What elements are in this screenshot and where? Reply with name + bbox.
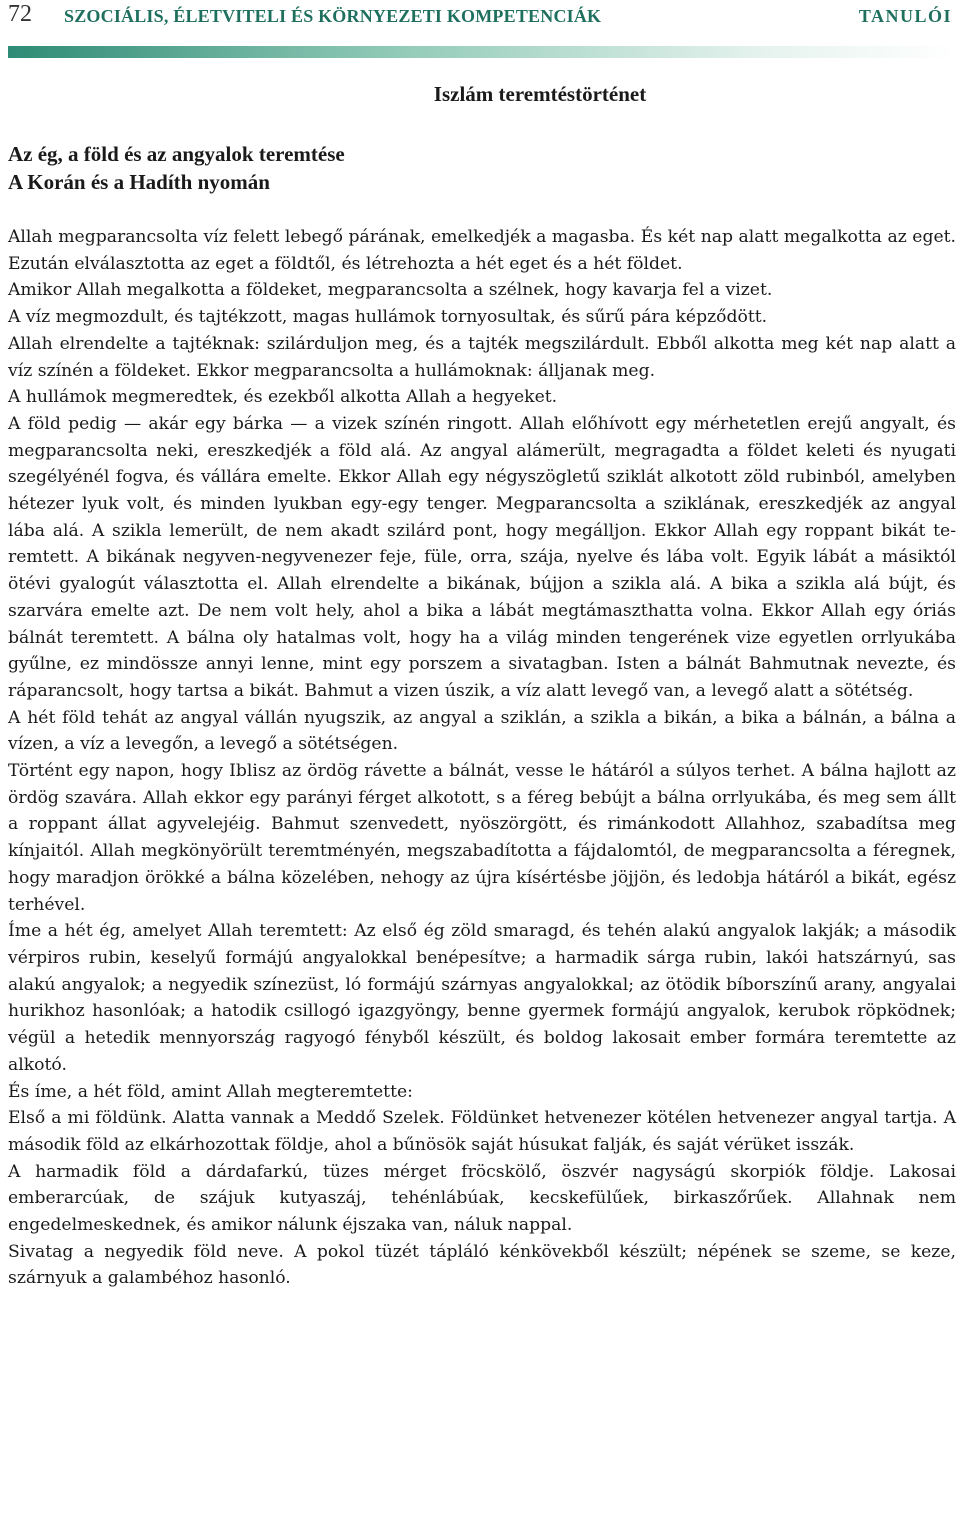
paragraph: Íme a hét ég, amelyet Allah teremtett: Az első ég zöld smaragd, és tehén alakú angyalok lakják; a második vérpiros rubin, keselyű formájú angyalokkal benépesítve; a harmadik sárga rubin, lakói hatszárnyú, sas alakú angyalok; a negyedik színezüst, ló formájú szárnyas angyalokkal; az ötödik bíborszínű arany, angyalai hurikhoz hasonlóak; a hatodik csillogó igazgyöngy, benne gyermek formájú angyalok, kerubok röpködnek; végül a hetedik mennyország ragyogó fényből készült, és boldog lakosait ember formára teremtette az alkotó.	[8, 921, 956, 1075]
page-header	[0, 0, 960, 34]
subtitle	[8, 140, 345, 196]
paragraph: A föld pedig — akár egy bárka — a vizek színén ringott. Allah előhívott egy mérhetetlen erejű angyalt, és megparancsolta neki, ereszkedjék a föld alá. Az angyal alámerült, megragadta a földet keleti és nyugati szegélyénél fogva, és vállára emelte. Ekkor Allah egy négyszögletű sziklát alkotott zöld rubinból, amelyben hétezer lyuk volt, és minden lyukban egy-egy tenger. Megparancsolta a sziklának, ereszkedjék az angyal lába alá. A szikla lemerült, de nem akadt szilárd pont, hogy megálljon. Ekkor Allah egy roppant bikát teremtett. A bikának negyven-negyvenezer feje, füle, orra, szája, nyelve és lába volt. Egyik lábát a másiktól ötévi gyalogút választotta el. Allah elrendelte a bikának, bújjon a szikla alá. A bika a szikla alá bújt, és szarvára emelte azt. De nem volt hely, ahol a bika a lábát megtámaszthatta volna. Ekkor Allah egy óriás bálnát teremtett. A bálna oly hatalmas volt, hogy ha a világ minden tengerének vize egyetlen orrlyukába gyűlne, ez mindössze annyi lenne, mint egy porszem a sivatagban. Isten a bálnát Bahmutnak nevezte, és ráparancsolt, hogy tartsa a bikát. Bahmut a vizen úszik, a víz alatt levegő van, a levegő alatt a sötétség.	[8, 413, 956, 701]
paragraph: Történt egy napon, hogy Iblisz az ördög rávette a bálnát, vesse le hátáról a súlyos terhet. A bálna hajlott az ördög szavára. Allah ekkor egy parányi férget alkotott, s a féreg bebújt a bálna orrlyukába, és meg sem állt a roppant állat agyvelejéig. Bahmut szenvedett, nyöszörgött, és rimánkodott Allahhoz, szabadítsa meg kínjaitól. Allah megkönyörült teremtményén, megszabadította a fájdalomtól, de megparancsolta a féregnek, hogy maradjon örökké a bálna közelében, nehogy az újra kísértésbe jöjjön, és ledobja hátáról a bikát, egész terhével.	[8, 761, 956, 915]
paragraph: Allah elrendelte a tajtéknak: szilárduljon meg, és a tajték megszilárdult. Ebből alkotta meg két nap alatt a víz színén a földeket. Ekkor megparancsolta a hullámoknak: álljanak meg.	[8, 333, 956, 381]
paragraph: Sivatag a negyedik föld neve. A pokol tüzét tápláló kénkövekből készült; népének se szeme, se keze, szárnyuk a galambéhoz hasonló.	[8, 1241, 956, 1289]
paragraph: A víz megmozdult, és tajtékzott, magas hullámok tornyosultak, és sűrű pára képződött.	[8, 307, 768, 328]
body-text	[8, 224, 956, 1292]
header-divider	[8, 46, 956, 58]
role-label: TANULÓI	[858, 6, 952, 26]
section-title: SZOCIÁLIS, ÉLETVITELI ÉS KÖRNYEZETI KOMPETENCIÁK	[64, 6, 602, 26]
paragraph: A harmadik föld a dárdafarkú, tüzes mérget fröcskölő, öszvér nagyságú skorpiók földje. Lakosai emberarcúak, de szájuk kutyaszáj, tehénlábúak, kecskefülűek, birkaszőrűek. Allahnak nem engedelmeskednek, és amikor nálunk éjszaka van, náluk nappal.	[8, 1161, 956, 1236]
paragraph: És íme, a hét föld, amint Allah megteremtette:	[8, 1081, 413, 1102]
subtitle-line-1: Az ég, a föld és az angyalok teremtése	[8, 142, 345, 166]
paragraph: Amikor Allah megalkotta a földeket, megparancsolta a szélnek, hogy kavarja fel a vizet.	[8, 280, 773, 301]
paragraph: A hét föld tehát az angyal vállán nyugszik, az angyal a sziklán, a szikla a bikán, a bika a bálnán, a bálna a vízen, a víz a levegőn, a levegő a sötétségen.	[8, 707, 956, 755]
page-number: 72	[8, 1, 32, 27]
paragraph: Allah megparancsolta víz felett lebegő párának, emelkedjék a magasba. És két nap alatt megalkotta az eget. Ezután elválasztotta az eget a földtől, és létrehozta a hét eget és a hét földet.	[8, 227, 956, 274]
paragraph: A hullámok megmeredtek, és ezekből alkotta Allah a hegyeket.	[8, 387, 558, 408]
page-title: Iszlám teremtéstörténet	[433, 82, 647, 106]
paragraph: Első a mi földünk. Alatta vannak a Meddő Szelek. Földünket hetvenezer kötélen hetvenezer angyal tartja. A második föld az elkárhozottak földje, ahol a bűnösök saját húsukat falják, és saját vérüket isszák.	[8, 1108, 956, 1155]
subtitle-line-2: A Korán és a Hadíth nyomán	[8, 170, 270, 194]
